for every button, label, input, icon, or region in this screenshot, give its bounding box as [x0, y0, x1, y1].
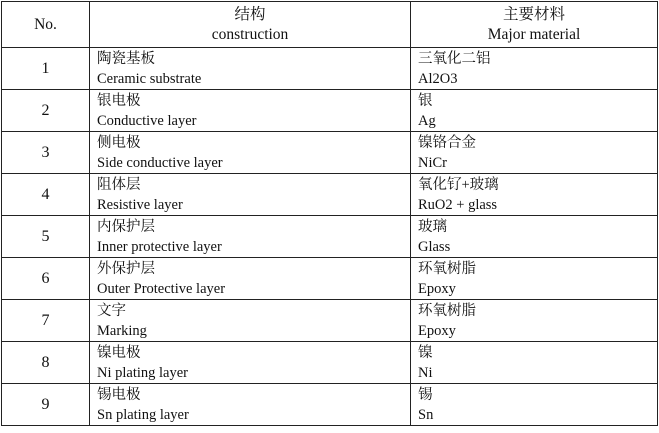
material-cell: [411, 174, 658, 216]
material-cn: 玻璃: [418, 218, 447, 235]
table-row: [2, 132, 658, 174]
table-body: [2, 48, 658, 426]
material-en: Sn: [418, 406, 434, 423]
table-row: [2, 48, 658, 90]
material-cn: 环氧树脂: [418, 260, 476, 277]
construction-en: Conductive layer: [97, 112, 197, 129]
row-number: 4: [2, 174, 90, 216]
header-construction-en: construction: [211, 25, 289, 43]
material-cn: 三氧化二铝: [418, 50, 491, 67]
table-header-row: [2, 2, 658, 48]
construction-cn: 阻体层: [97, 176, 141, 193]
construction-en: Outer Protective layer: [97, 280, 226, 297]
material-cell: [411, 90, 658, 132]
header-no-label: No.: [34, 15, 57, 33]
header-no: [2, 2, 90, 48]
material-en: Ag: [418, 112, 436, 129]
material-en: NiCr: [418, 154, 447, 171]
row-number: 7: [2, 300, 90, 342]
construction-en: Sn plating layer: [97, 406, 189, 423]
header-material-cn: 主要材料: [502, 5, 565, 23]
header-material: [411, 2, 658, 48]
construction-cell: [90, 300, 411, 342]
construction-cell: [90, 174, 411, 216]
construction-cell: [90, 342, 411, 384]
construction-cell: [90, 48, 411, 90]
material-cn: 银: [418, 92, 433, 109]
construction-cn: 外保护层: [97, 260, 155, 277]
construction-cn: 文字: [97, 302, 126, 319]
construction-cell: [90, 132, 411, 174]
row-number: 3: [2, 132, 90, 174]
construction-cell: [90, 258, 411, 300]
material-cell: [411, 384, 658, 426]
material-en: Ni: [418, 364, 433, 381]
table-row: [2, 384, 658, 426]
construction-en: Ni plating layer: [97, 364, 189, 381]
table-row: [2, 342, 658, 384]
row-number: 8: [2, 342, 90, 384]
construction-en: Inner protective layer: [97, 238, 222, 255]
header-construction: [90, 2, 411, 48]
header-material-en: Major material: [487, 25, 581, 43]
construction-en: Resistive layer: [97, 196, 183, 213]
material-cell: [411, 132, 658, 174]
material-cn: 锡: [418, 386, 433, 403]
material-cn: 镍铬合金: [418, 134, 476, 151]
construction-cn: 陶瓷基板: [97, 50, 155, 67]
row-number: 6: [2, 258, 90, 300]
material-cell: [411, 300, 658, 342]
construction-cell: [90, 216, 411, 258]
table-row: [2, 174, 658, 216]
construction-en: Side conductive layer: [97, 154, 223, 171]
material-cn: 氧化钌+玻璃: [418, 176, 499, 193]
construction-cell: [90, 90, 411, 132]
construction-cell: [90, 384, 411, 426]
construction-cn: 侧电极: [97, 134, 141, 151]
header-construction-cn: 结构: [234, 5, 266, 23]
material-en: Glass: [418, 238, 451, 255]
construction-material-table: [1, 1, 658, 426]
material-en: RuO2 + glass: [418, 196, 498, 213]
row-number: 1: [2, 48, 90, 90]
construction-cn: 锡电极: [97, 386, 141, 403]
construction-en: Ceramic substrate: [97, 70, 202, 87]
material-cn: 环氧树脂: [418, 302, 476, 319]
construction-en: Marking: [97, 322, 147, 339]
construction-cn: 镍电极: [97, 344, 141, 361]
construction-cn: 银电极: [97, 92, 141, 109]
material-cell: [411, 342, 658, 384]
table-row: [2, 216, 658, 258]
material-cn: 镍: [418, 344, 433, 361]
row-number: 9: [2, 384, 90, 426]
material-en: Epoxy: [418, 322, 456, 339]
construction-cn: 内保护层: [97, 218, 155, 235]
table-row: [2, 90, 658, 132]
material-cell: [411, 258, 658, 300]
material-en: Al2O3: [418, 70, 458, 87]
table-row: [2, 258, 658, 300]
row-number: 2: [2, 90, 90, 132]
material-cell: [411, 216, 658, 258]
table-row: [2, 300, 658, 342]
material-cell: [411, 48, 658, 90]
material-en: Epoxy: [418, 280, 456, 297]
row-number: 5: [2, 216, 90, 258]
